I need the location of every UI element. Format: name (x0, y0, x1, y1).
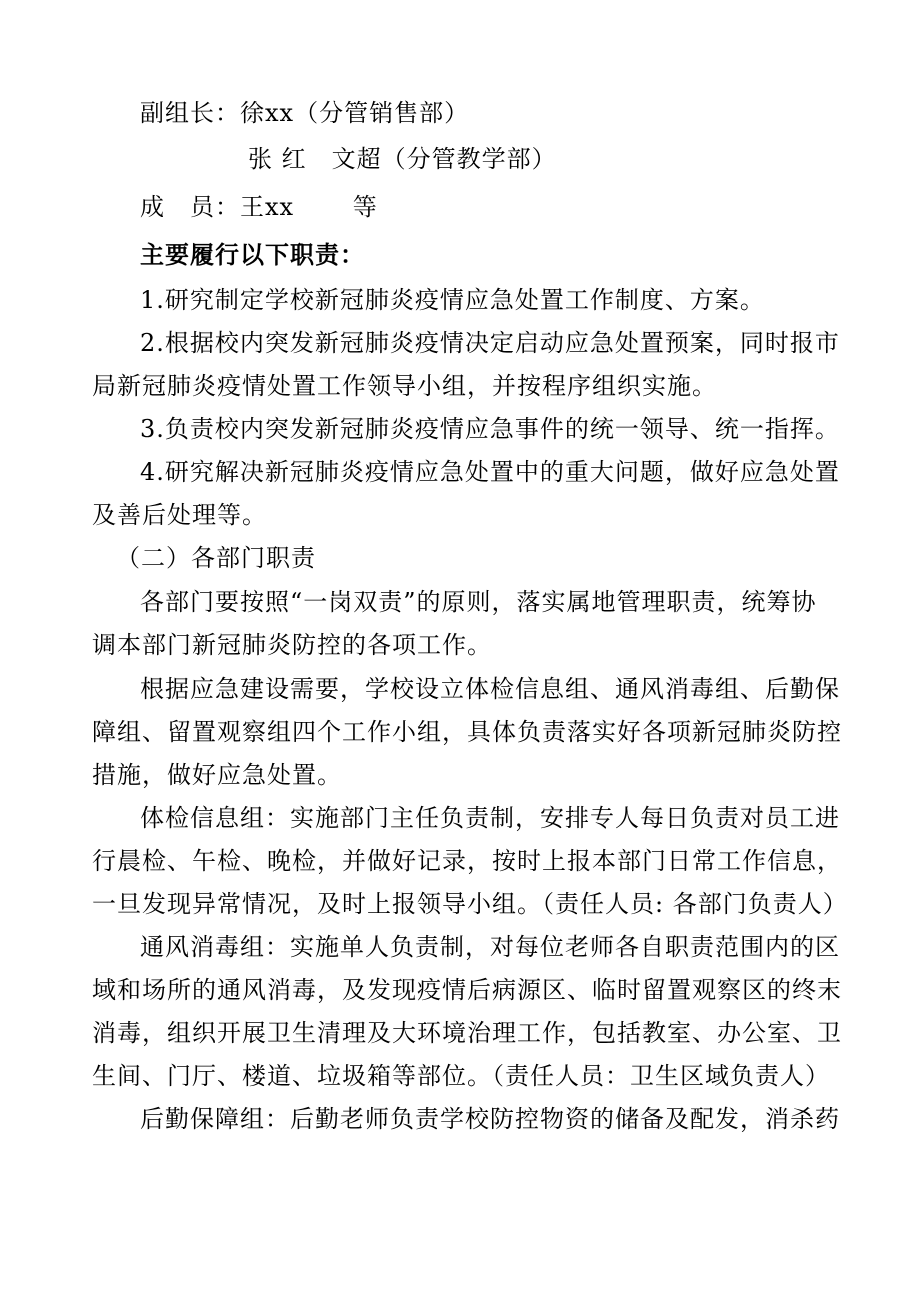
duty-item-4-line-1: 4.研究解决新冠肺炎疫情应急处置中的重大问题，做好应急处置 (140, 458, 840, 486)
duties-heading: 主要履行以下职责： (140, 240, 365, 269)
deputy-leader-line: 副组长：徐xx（分管销售部） (140, 99, 470, 127)
para-1-line-1: 各部门要按照“一岗双责”的原则，落实属地管理职责，统筹协 (140, 588, 817, 616)
para-4-line-1: 通风消毒组：实施单人负责制，对每位老师各自职责范围内的区 (140, 933, 840, 961)
para-4-line-4: 生间、门厅、楼道、垃圾箱等部位。（责任人员：卫生区域负责人） (92, 1062, 830, 1090)
deputy-leader-line-2: 张 红 文超（分管教学部） (248, 145, 557, 173)
members-line: 成 员：王xx 等 (140, 193, 378, 221)
para-3-line-1: 体检信息组：实施部门主任负责制，安排专人每日负责对员工进 (140, 804, 840, 832)
para-2-line-3: 措施，做好应急处置。 (92, 761, 342, 789)
duty-item-1: 1.研究制定学校新冠肺炎疫情应急处置工作制度、方案。 (140, 286, 765, 314)
para-5-line-1: 后勤保障组：后勤老师负责学校防控物资的储备及配发，消杀药 (140, 1105, 840, 1133)
para-3-line-3: 一旦发现异常情况，及时上报领导小组。（责任人员: 各部门负责人） (92, 890, 848, 918)
duty-item-3: 3.负责校内突发新冠肺炎疫情应急事件的统一领导、统一指挥。 (140, 415, 840, 443)
duty-item-4-line-2: 及善后处理等。 (92, 501, 267, 529)
section-2-heading: （二）各部门职责 (116, 544, 316, 572)
para-3-line-2: 行晨检、午检、晚检，并做好记录，按时上报本部门日常工作信息， (92, 847, 842, 875)
para-2-line-1: 根据应急建设需要，学校设立体检信息组、通风消毒组、后勤保 (140, 675, 840, 703)
para-1-line-2: 调本部门新冠肺炎防控的各项工作。 (92, 631, 492, 659)
para-2-line-2: 障组、留置观察组四个工作小组，具体负责落实好各项新冠肺炎防控 (92, 718, 842, 746)
duty-item-2-line-1: 2.根据校内突发新冠肺炎疫情决定启动应急处置预案，同时报市 (140, 329, 840, 357)
duty-item-2-line-2: 局新冠肺炎疫情处置工作领导小组，并按程序组织实施。 (92, 372, 717, 400)
para-4-line-2: 域和场所的通风消毒，及发现疫情后病源区、临时留置观察区的终末 (92, 976, 842, 1004)
para-4-line-3: 消毒，组织开展卫生清理及大环境治理工作，包括教室、办公室、卫 (92, 1019, 842, 1047)
